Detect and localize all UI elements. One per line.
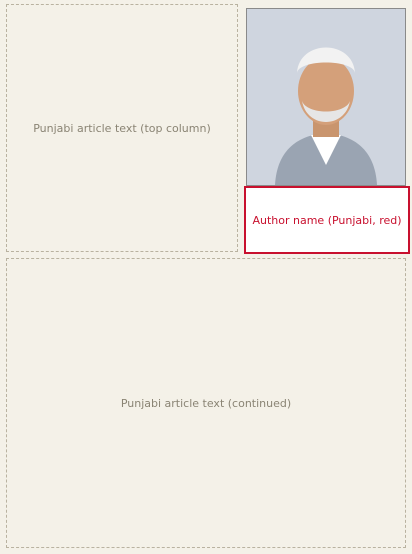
article-text-bottom: Punjabi article text (continued) [6,258,406,548]
author-byline: Author name (Punjabi, red) [244,186,410,254]
article-text-top: Punjabi article text (top column) [6,4,238,252]
author-photo [246,8,406,186]
